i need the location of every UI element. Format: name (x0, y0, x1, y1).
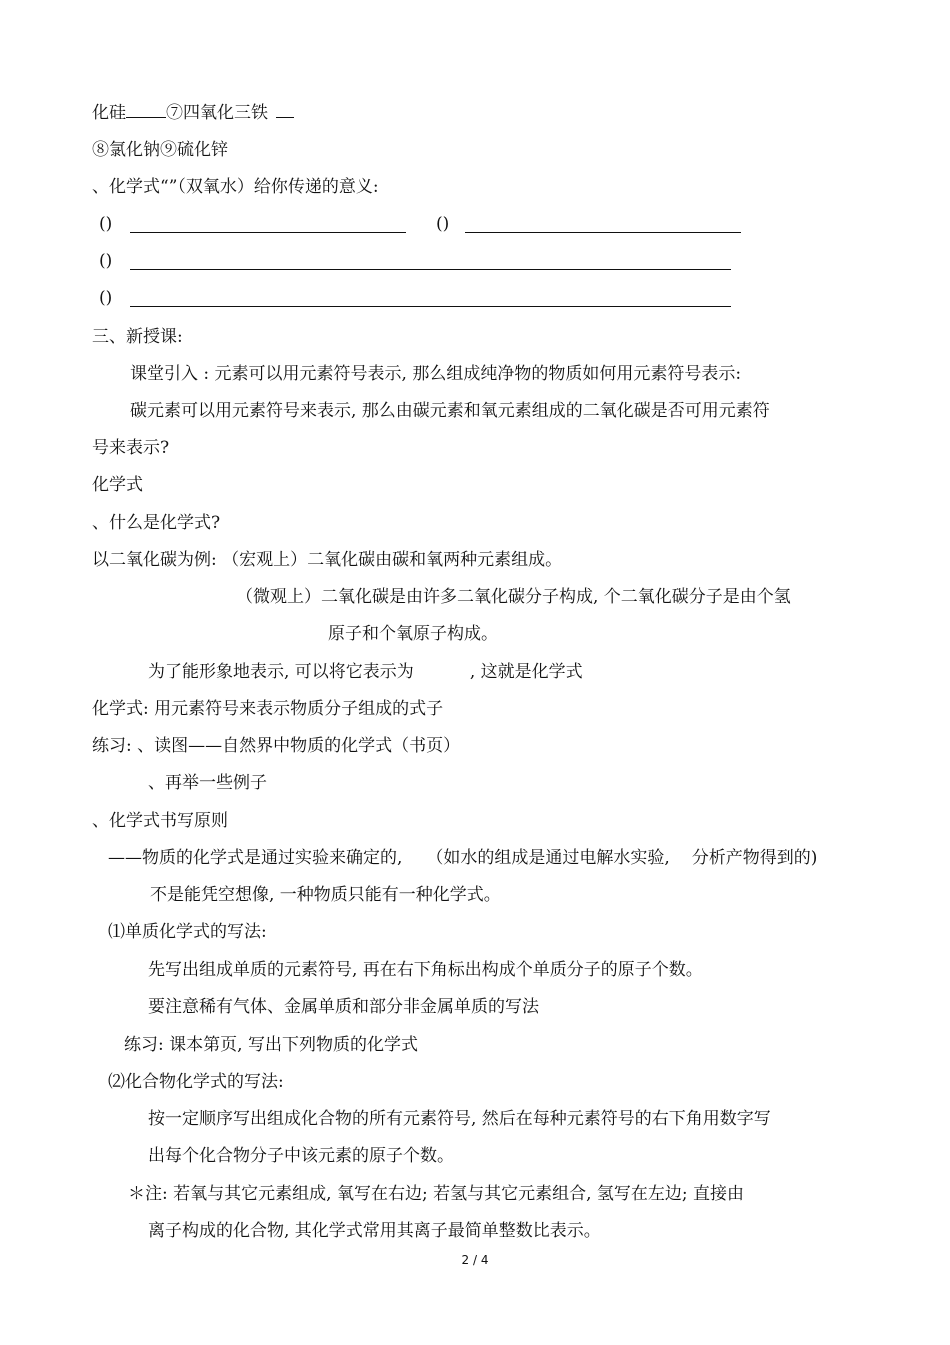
topic-title: 化学式 (92, 475, 143, 495)
writing-principle-heading: 、化学式书写原则 (92, 811, 228, 831)
page-number: 2 / 4 (461, 1253, 489, 1267)
principle-text-line1 (108, 847, 817, 869)
carbon-question-line1: 碳元素可以用元素符号来表示, 那么由碳元素和氧元素组成的二氧化碳是否可用元素符 (130, 401, 770, 421)
micro-description-line2: 原子和个氧原子构成。 (328, 624, 498, 644)
note-line1: ＊注: 若氧与其它元素组成, 氧写在右边; 若氢与其它元素组合, 氢写在左边; 直接由 (128, 1184, 745, 1204)
line-fill-blank-2: ⑧氯化钠⑨硫化锌 (92, 140, 228, 160)
text-fe3o4: ⑦四氧化三铁 (166, 103, 268, 123)
representation-part-b: , 这就是化学式 (469, 662, 583, 682)
question-h2o2-meaning: 、化学式“”（双氧水）给你传递的意义: (92, 177, 379, 197)
element-formula-note: 要注意稀有气体、金属单质和部分非金属单质的写法 (148, 997, 539, 1017)
micro-description-line1: （微观上）二氧化碳是由许多二氧化碳分子构成, 个二氧化碳分子是由个氢 (236, 587, 791, 607)
answer-blank[interactable] (126, 101, 166, 118)
paren-label: () (99, 214, 113, 234)
answer-line[interactable] (130, 269, 731, 270)
compound-formula-rule-line2: 出每个化合物分子中该元素的原子个数。 (148, 1146, 454, 1166)
principle-text-line2: 不是能凭空想像, 一种物质只能有一种化学式。 (150, 885, 501, 905)
paren-label: () (99, 251, 113, 271)
carbon-question-line2: 号来表示? (92, 438, 170, 458)
note-line2: 离子构成的化合物, 其化学式常用其离子最简单整数比表示。 (148, 1221, 601, 1241)
answer-line[interactable] (130, 306, 731, 307)
answer-line[interactable] (465, 232, 741, 233)
practice-item-1: 练习: 、读图——自然界中物质的化学式（书页） (92, 736, 461, 756)
section-heading-new-lesson: 三、新授课: (92, 327, 183, 347)
answer-blank[interactable] (276, 101, 294, 118)
question-what-is-formula: 、什么是化学式? (92, 513, 221, 533)
element-formula-heading: ⑴单质化学式的写法: (108, 922, 267, 942)
practice-item-2: 、再举一些例子 (148, 773, 267, 793)
principle-part-b: （如水的组成是通过电解水实验, (426, 848, 670, 868)
compound-formula-heading: ⑵化合物化学式的写法: (108, 1072, 284, 1092)
formula-definition: 化学式: 用元素符号来表示物质分子组成的式子 (92, 699, 444, 719)
line-fill-blank-1 (92, 101, 294, 124)
principle-part-c: 分析产物得到的) (691, 848, 818, 868)
paren-label: () (99, 288, 113, 308)
paren-label: () (436, 214, 450, 234)
answer-line[interactable] (130, 232, 406, 233)
compound-formula-rule-line1: 按一定顺序写出组成化合物的所有元素符号, 然后在每种元素符号的右下角用数字写 (148, 1109, 771, 1129)
principle-part-a: ——物质的化学式是通过实验来确定的, (108, 848, 403, 868)
intro-text: 课堂引入 : 元素可以用元素符号表示, 那么组成纯净物的物质如何用元素符号表示: (130, 364, 742, 384)
macro-description: 以二氧化碳为例: （宏观上）二氧化碳由碳和氧两种元素组成。 (92, 550, 563, 570)
representation-text (148, 661, 583, 683)
text-silicon: 化硅 (92, 103, 126, 123)
element-practice: 练习: 课本第页, 写出下列物质的化学式 (124, 1035, 418, 1055)
element-formula-rule: 先写出组成单质的元素符号, 再在右下角标出构成个单质分子的原子个数。 (148, 960, 703, 980)
representation-part-a: 为了能形象地表示, 可以将它表示为 (148, 662, 414, 682)
